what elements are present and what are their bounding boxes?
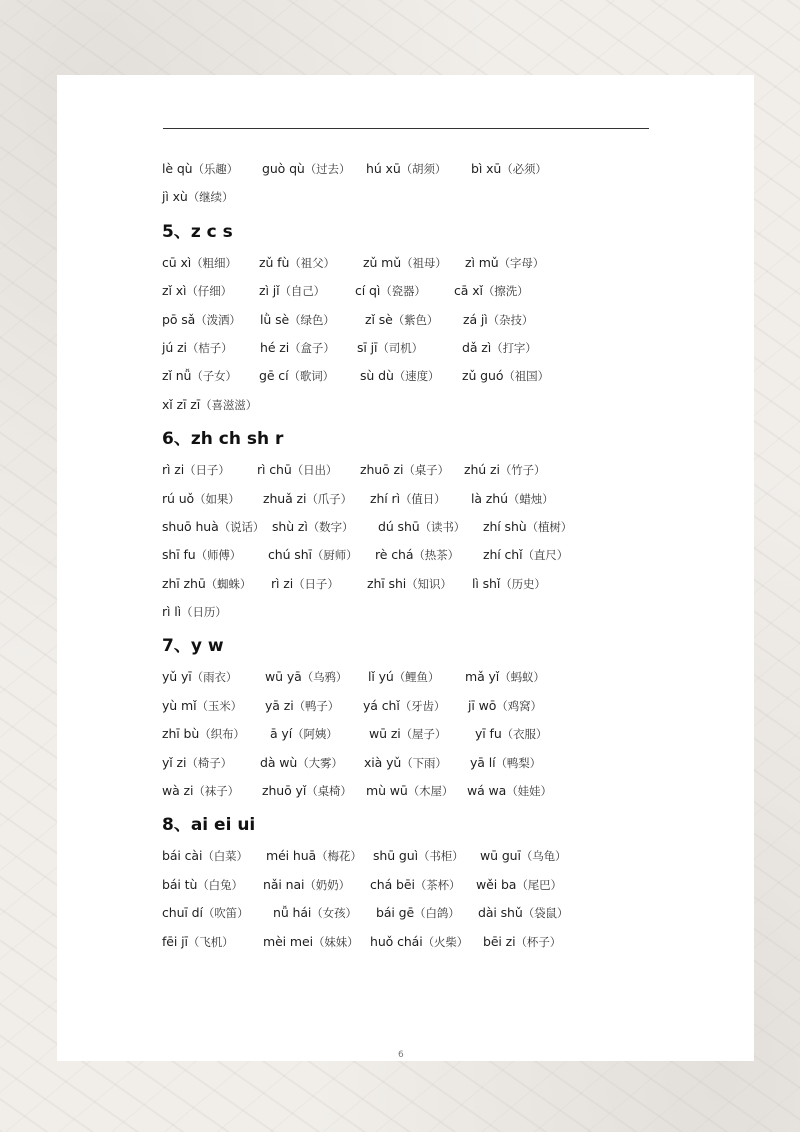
word-entry: hé zi（盒子） — [260, 339, 335, 355]
word-entry: jú zi（桔子） — [162, 339, 233, 355]
word-entry: zá jì（杂技） — [463, 311, 534, 327]
word-row — [162, 899, 702, 927]
word-entry: wū guī（乌龟） — [480, 848, 567, 864]
word-entry: bēi zi（杯子） — [483, 933, 562, 949]
word-entry: lǐ yú（鲤鱼） — [368, 669, 440, 685]
word-entry: sù dù（速度） — [360, 368, 440, 384]
word-entry: wěi ba（尾巴） — [476, 876, 562, 892]
word-entry: bái cài（白菜） — [162, 848, 248, 864]
word-entry: yù mǐ（玉米） — [162, 697, 243, 713]
word-entry: wá wa（娃娃） — [467, 783, 552, 799]
word-entry: guò qù（过去） — [262, 161, 351, 176]
section-heading: 7、y w — [162, 636, 224, 657]
word-entry: yǔ yī（雨衣） — [162, 669, 238, 685]
word-entry: yā zi（鸭子） — [265, 697, 340, 713]
word-entry: mǎ yǐ（蚂蚁） — [465, 669, 545, 685]
word-entry: zhí shù（植树） — [483, 518, 573, 534]
word-entry: yī fu（衣服） — [475, 726, 548, 742]
word-entry: cā xǐ（擦洗） — [454, 283, 529, 299]
word-entry: zì mǔ（字母） — [465, 254, 545, 270]
word-row — [162, 598, 702, 626]
word-row — [162, 842, 702, 870]
word-entry: shù zì（数字） — [272, 518, 354, 534]
word-entry: chú shī（厨师） — [268, 547, 358, 563]
word-entry: zhí rì（值日） — [370, 490, 446, 506]
word-entry: ā yí（阿姨） — [270, 726, 338, 742]
word-entry: bái gē（白鸽） — [376, 905, 460, 921]
word-entry: mèi mei（妹妹） — [263, 933, 359, 949]
word-list — [162, 155, 702, 956]
header-rule — [163, 128, 649, 129]
word-entry: nǚ hái（女孩） — [273, 905, 357, 921]
section-heading: 5、z c s — [162, 221, 233, 242]
word-entry: wū zi（屋子） — [369, 726, 447, 742]
word-row — [162, 183, 702, 211]
word-entry: zǐ sè（紫色） — [365, 311, 439, 327]
word-entry: lè qù（乐趣） — [162, 161, 239, 176]
word-entry: huǒ chái（火柴） — [370, 933, 469, 949]
section-heading: 8、ai ei ui — [162, 815, 256, 836]
word-entry: dài shǔ（袋鼠） — [478, 905, 569, 921]
word-row — [162, 362, 702, 390]
word-entry: nǎi nai（奶奶） — [263, 876, 350, 892]
word-entry: bì xū（必须） — [471, 161, 547, 176]
word-row — [162, 871, 702, 899]
word-entry: wà zi（袜子） — [162, 783, 240, 799]
word-entry: xǐ zī zī（喜滋滋） — [162, 396, 258, 412]
word-entry: rì zi（日子） — [162, 462, 230, 478]
word-entry: xià yǔ（下雨） — [364, 754, 447, 770]
word-entry: rì chū（日出） — [257, 462, 338, 478]
word-entry: dǎ zì（打字） — [462, 339, 537, 355]
word-entry: shī fu（师傅） — [162, 547, 242, 563]
word-entry: yǐ zi（椅子） — [162, 754, 232, 770]
word-row — [162, 391, 702, 419]
word-entry: zǔ mǔ（祖母） — [363, 254, 447, 270]
word-row — [162, 570, 702, 598]
word-row — [162, 334, 702, 362]
word-row — [162, 306, 702, 334]
word-entry: zhí chǐ（直尺） — [483, 547, 569, 563]
word-entry: rú uǒ（如果） — [162, 490, 240, 506]
word-entry: rì lì（日历） — [162, 604, 227, 620]
word-entry: zhú zi（竹子） — [464, 462, 546, 478]
section-heading: 6、zh ch sh r — [162, 429, 284, 450]
word-entry: sī jī（司机） — [357, 339, 424, 355]
document-page — [57, 75, 754, 1061]
word-entry: zhuǎ zi（爪子） — [263, 490, 352, 506]
word-entry: dú shū（读书） — [378, 518, 466, 534]
word-entry: zǐ xì（仔细） — [162, 283, 232, 299]
word-row — [162, 155, 702, 183]
word-row — [162, 928, 702, 956]
word-row — [162, 692, 702, 720]
word-entry: zì jǐ（自己） — [259, 283, 326, 299]
word-entry: zhuō yǐ（桌椅） — [262, 783, 352, 799]
word-entry: jī wō（鸡窝） — [468, 697, 542, 713]
word-row — [162, 485, 702, 513]
word-row — [162, 777, 702, 805]
word-row — [162, 720, 702, 748]
word-entry: pō sǎ（泼洒） — [162, 311, 241, 327]
word-entry: cū xì（粗细） — [162, 254, 237, 270]
word-entry: zǔ guó（祖国） — [462, 368, 549, 384]
word-entry: yā lí（鸭梨） — [470, 754, 542, 770]
word-entry: rì zi（日子） — [271, 575, 339, 591]
word-entry: là zhú（蜡烛） — [471, 490, 554, 506]
word-entry: yá chǐ（牙齿） — [363, 697, 446, 713]
word-entry: cí qì（瓷器） — [355, 283, 426, 299]
word-entry: zhī shi（知识） — [367, 575, 452, 591]
word-row — [162, 249, 702, 277]
word-row — [162, 513, 702, 541]
word-entry: gē cí（歌词） — [259, 368, 335, 384]
word-entry: jì xù（继续） — [162, 189, 234, 205]
word-entry: dà wù（大雾） — [260, 754, 343, 770]
word-entry: lì shǐ（历史） — [472, 575, 546, 591]
word-entry: zhī bù（织布） — [162, 726, 245, 742]
word-entry: zhuō zi（桌子） — [360, 462, 449, 478]
word-entry: wū yā（乌鸦） — [265, 669, 348, 685]
word-row — [162, 277, 702, 305]
word-entry: rè chá（热茶） — [375, 547, 459, 563]
word-entry: zǔ fù（祖父） — [259, 254, 335, 270]
word-row — [162, 456, 702, 484]
word-entry: shū guì（书柜） — [373, 848, 464, 864]
word-row — [162, 663, 702, 691]
word-row — [162, 749, 702, 777]
word-entry: chá bēi（茶杯） — [370, 876, 461, 892]
word-entry: zhī zhū（蜘蛛） — [162, 575, 252, 591]
page-number: 6 — [398, 1050, 404, 1060]
word-entry: zǐ nǚ（子女） — [162, 368, 237, 384]
word-entry: shuō huà（说话） — [162, 518, 265, 534]
word-entry: bái tù（白兔） — [162, 876, 243, 892]
word-entry: hú xū（胡须） — [366, 161, 447, 176]
word-entry: lǜ sè（绿色） — [260, 311, 335, 327]
word-entry: chuī dí（吹笛） — [162, 905, 249, 921]
word-entry: méi huā（梅花） — [266, 848, 362, 864]
word-row — [162, 541, 702, 569]
word-entry: mù wū（木屋） — [366, 783, 454, 799]
word-entry: fēi jī（飞机） — [162, 933, 234, 949]
